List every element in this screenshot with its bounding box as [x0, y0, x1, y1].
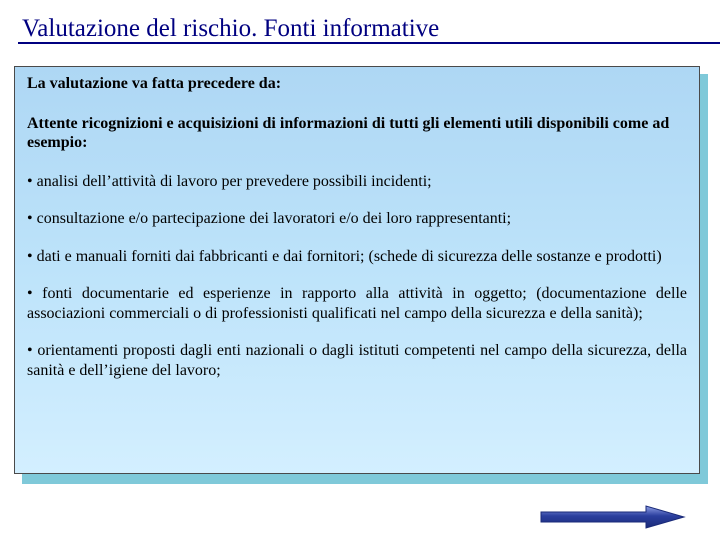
title-underline — [18, 42, 720, 44]
box-subintro: Attente ricognizioni e acquisizioni di informazioni di tutti gli elementi utili disponibili come ad esempio: — [27, 114, 670, 151]
next-slide-button[interactable] — [540, 505, 686, 529]
list-item: • orientamenti proposti dagli enti nazionali o dagli istituti competenti nel campo della sicurezza, della sanità e dell’igiene del lavoro; — [27, 342, 687, 379]
arrow-right-icon — [540, 505, 686, 529]
list-item: • dati e manuali forniti dai fabbricanti e dai fornitori; (schede di sicurezza delle sostanze e prodotti) — [27, 247, 662, 265]
box-intro: La valutazione va fatta precedere da: — [27, 75, 282, 92]
list-item: • consultazione e/o partecipazione dei lavoratori e/o dei loro rappresentanti; — [27, 210, 512, 227]
list-item: • analisi dell’attività di lavoro per prevedere possibili incidenti; — [27, 172, 432, 190]
list-item: • fonti documentarie ed esperienze in rapporto alla attività in oggetto; (documentazione delle associazioni commerciali o di professionisti qualificati nel campo della sicurezza e della sanità); — [27, 285, 687, 322]
slide-title: Valutazione del rischio. Fonti informative — [22, 15, 440, 42]
content-box — [14, 66, 700, 474]
